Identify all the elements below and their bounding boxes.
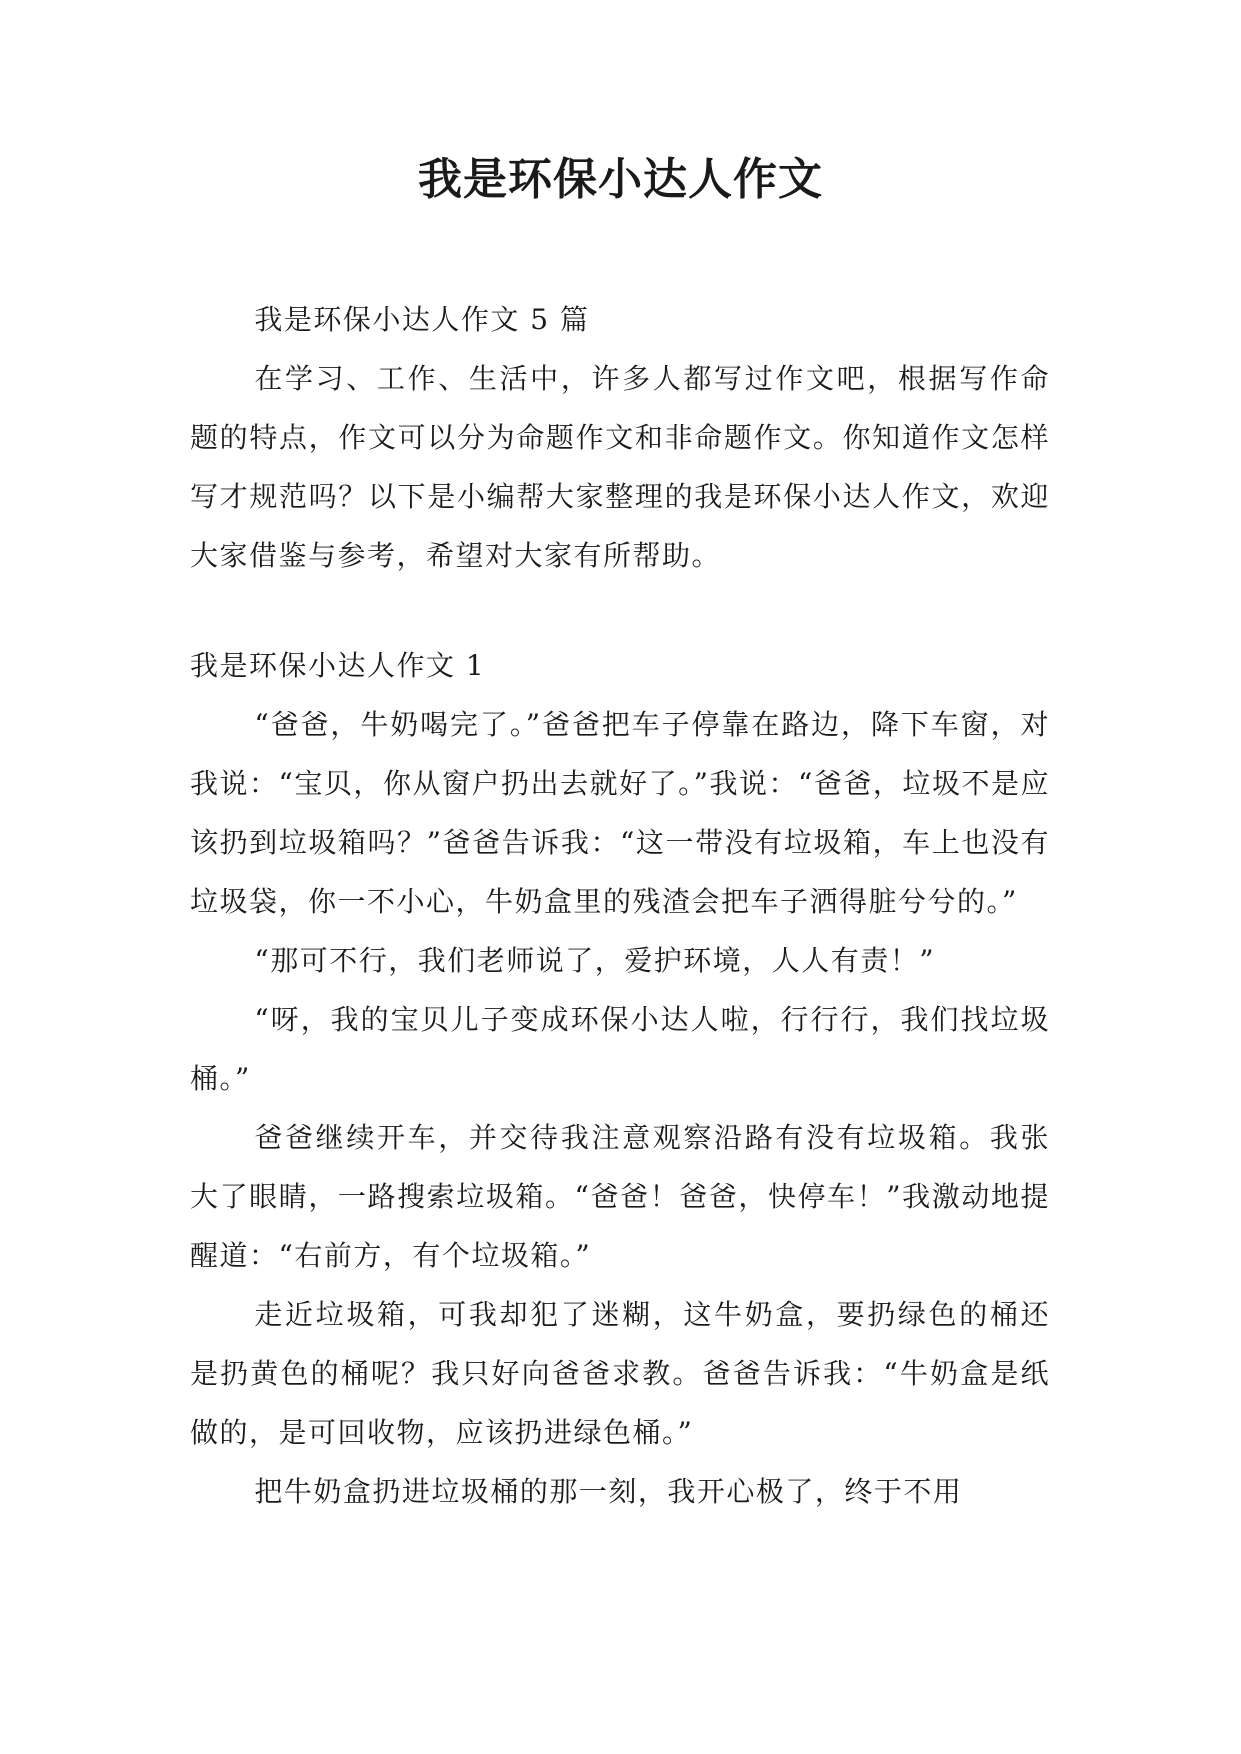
intro-paragraph: 在学习、工作、生活中，许多人都写过作文吧，根据写作命题的特点，作文可以分为命题作文和非命题作文。你知道作文怎样写才规范吗？以下是小编帮大家整理的我是环保小达人作文，欢迎大家借鉴与参考，希望对大家有所帮助。	[190, 362, 1050, 572]
body-paragraph: 走近垃圾箱，可我却犯了迷糊，这牛奶盒，要扔绿色的桶还是扔黄色的桶呢？我只好向爸爸求教。爸爸告诉我：“牛奶盒是纸做的，是可回收物，应该扔进绿色桶。”	[190, 1298, 1050, 1449]
document-body	[190, 290, 1050, 1521]
body-paragraph: 把牛奶盒扔进垃圾桶的那一刻，我开心极了，终于不用	[254, 1475, 963, 1508]
section-heading: 我是环保小达人作文 1	[190, 649, 486, 682]
document-subtitle: 我是环保小达人作文 5 篇	[254, 303, 590, 336]
body-paragraph: 爸爸继续开车，并交待我注意观察沿路有没有垃圾箱。我张大了眼睛，一路搜索垃圾箱。“爸爸！爸爸，快停车！”我激动地提醒道：“右前方，有个垃圾箱。”	[190, 1121, 1050, 1272]
document-title: 我是环保小达人作文	[418, 154, 823, 205]
body-paragraph: “呀，我的宝贝儿子变成环保小达人啦，行行行，我们找垃圾桶。”	[190, 1003, 1050, 1095]
body-paragraph: “那可不行，我们老师说了，爱护环境，人人有责！”	[254, 944, 936, 977]
body-paragraph: “爸爸，牛奶喝完了。”爸爸把车子停靠在路边，降下车窗，对我说：“宝贝，你从窗户扔出去就好了。”我说：“爸爸，垃圾不是应该扔到垃圾箱吗？”爸爸告诉我：“这一带没有垃圾箱，车上也没有垃圾袋，你一不小心，牛奶盒里的残渣会把车子洒得脏兮兮的。”	[190, 708, 1050, 918]
